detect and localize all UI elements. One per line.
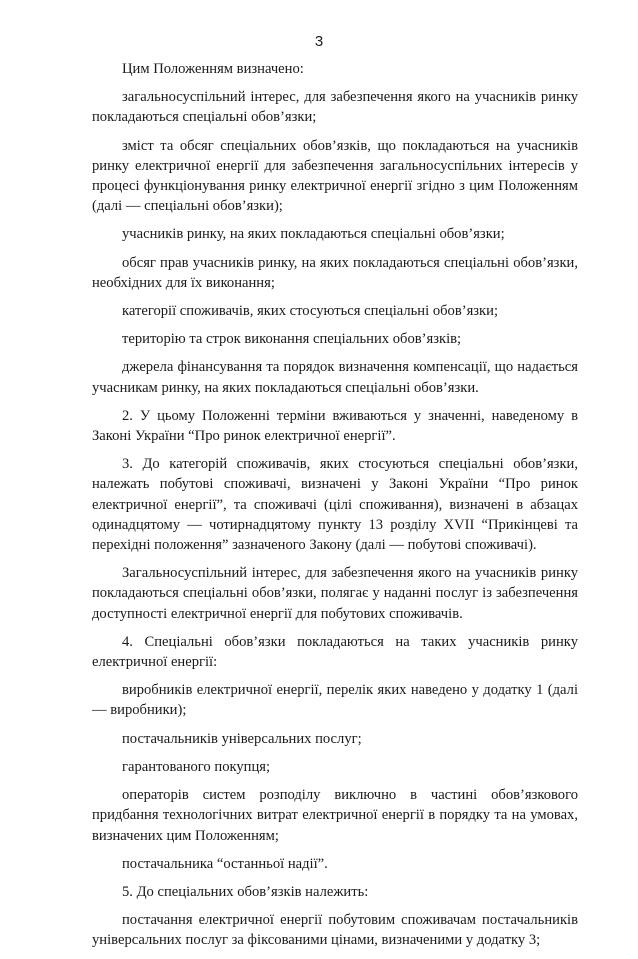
paragraph-item: категорії споживачів, яких стосуються спеціальні обов’язки; <box>122 303 499 320</box>
paragraph-clause-4: 4. Спеціальні обов’язки покладаються на таких учасників ринку електричної енергії: <box>92 633 578 671</box>
paragraph-item: операторів систем розподілу виключно в частині обов’язкового придбання технологічних витрат електричної енергії в порядку та на умовах, визначених цим Положенням; <box>92 787 578 844</box>
paragraph-item: постачальників універсальних послуг; <box>122 730 362 747</box>
paragraph-clause-3: 3. До категорій споживачів, яких стосуються спеціальні обов’язки, належать побутові споживачі, визначені у Законі України “Про ринок електричної енергії”, та споживачі (цілі споживання), визначені в абзацах одинадцятому — чотирнадцятому пункту 13 розділу XVII “Прикінцеві та перехідні положення” зазначеного Закону (далі — побутові споживачі). <box>92 456 578 554</box>
paragraph-clause-5: 5. До спеціальних обов’язків належить: <box>122 883 369 900</box>
paragraph-item: загальносуспільний інтерес, для забезпечення якого на учасників ринку покладаються спеціальні обов’язки; <box>92 89 578 126</box>
paragraph-item: постачання електричної енергії побутовим споживачам постачальників універсальних послуг за фіксованими цінами, визначеними у додатку 3; <box>92 912 578 949</box>
paragraph-public-interest: Загальносуспільний інтерес, для забезпечення якого на учасників ринку покладаються спеціальні обов’язки, полягає у наданні послуг із забезпечення доступності електричної енергії для побутових споживачів. <box>92 565 578 622</box>
paragraph-item: виробників електричної енергії, перелік яких наведено у додатку 1 (далі — виробники); <box>92 682 578 719</box>
paragraph-item: гарантованого покупця; <box>122 758 271 775</box>
paragraph-intro: Цим Положенням визначено: <box>122 61 304 77</box>
document-body <box>92 59 578 959</box>
paragraph-item: зміст та обсяг спеціальних обов’язків, що покладаються на учасників ринку електричної енергії для забезпечення загальносуспільних інтересів у процесі функціонування ринку електричної енергії згідно з цим Положенням (далі — спеціальні обов’язки); <box>92 137 578 215</box>
page-number: 3 <box>314 33 324 50</box>
paragraph-item: джерела фінансування та порядок визначення компенсації, що надається учасникам ринку, на яких покладаються спеціальні обов’язки. <box>92 359 578 396</box>
paragraph-item: постачальника “останньої надії”. <box>122 855 328 872</box>
paragraph-item: учасників ринку, на яких покладаються спеціальні обов’язки; <box>122 226 505 243</box>
paragraph-item: територію та строк виконання спеціальних обов’язків; <box>122 331 462 348</box>
paragraph-item: обсяг прав учасників ринку, на яких покладаються спеціальні обов’язки, необхідних для їх виконання; <box>92 254 578 291</box>
paragraph-clause-2: 2. У цьому Положенні терміни вживаються у значенні, наведеному в Законі України “Про ринок електричної енергії”. <box>92 407 578 445</box>
